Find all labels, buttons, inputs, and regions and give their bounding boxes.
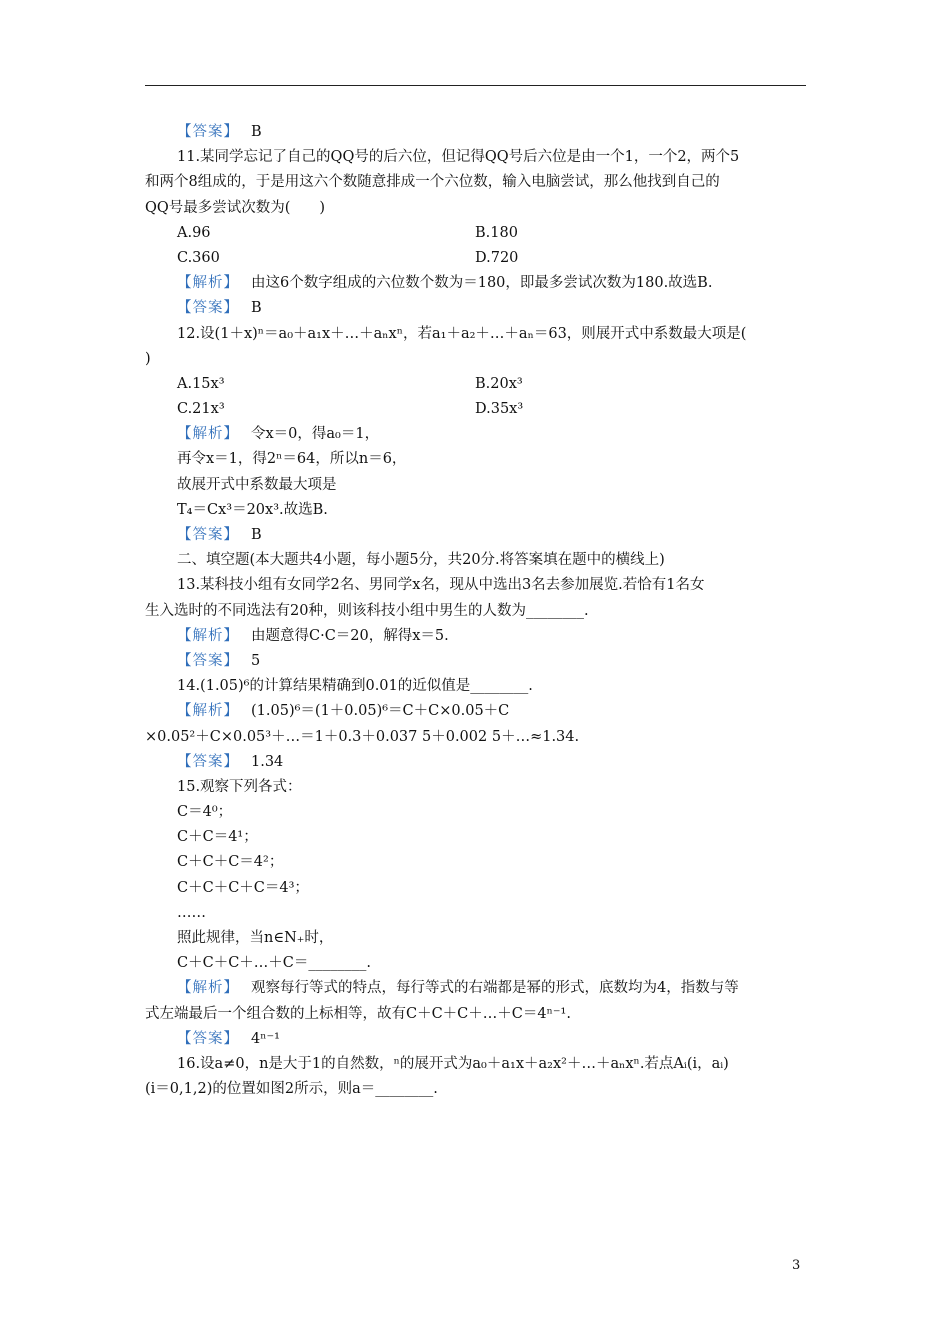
q11-line-1: 11.某同学忘记了自己的QQ号的后六位，但记得QQ号后六位是由一个1，一个2，两个5 bbox=[177, 149, 740, 166]
q11-line-3: QQ号最多尝试次数为( ) bbox=[145, 199, 326, 216]
analysis-tag: 【解析】 bbox=[177, 980, 239, 997]
answer-tag: 【答案】 bbox=[177, 1030, 239, 1047]
analysis-tag: 【解析】 bbox=[177, 627, 239, 644]
q14-analysis-2: ×0.05²＋C×0.05³＋…＝1＋0.3＋0.037 5＋0.002 5＋…≈1.34. bbox=[145, 728, 580, 745]
q11-line-2: 和两个8组成的，于是用这六个数随意排成一个六位数，输入电脑尝试，那么他找到自己的 bbox=[145, 174, 720, 191]
q11-answer: 【答案】 B bbox=[177, 300, 262, 317]
page-content bbox=[145, 120, 807, 1102]
q15-eq-6: 照此规律，当n∈N₊时， bbox=[177, 930, 334, 946]
option-b: B.180 bbox=[475, 224, 518, 241]
answer-tag: 【答案】 bbox=[177, 652, 239, 669]
q15-line-1: 15.观察下列各式： bbox=[177, 778, 302, 795]
q15-eq-1: C＝4⁰； bbox=[177, 804, 233, 821]
option-c: C.360 bbox=[177, 249, 220, 266]
answer-tag: 【答案】 bbox=[177, 300, 239, 317]
q13-line-1: 13.某科技小组有女同学2名、男同学x名，现从中选出3名去参加展览.若恰有1名女 bbox=[177, 577, 705, 594]
page-number: 3 bbox=[792, 1258, 801, 1273]
q13-line-2: 生入选时的不同选法有20种，则该科技小组中男生的人数为________. bbox=[145, 602, 589, 619]
analysis-tag: 【解析】 bbox=[177, 275, 239, 292]
answer-tag: 【答案】 bbox=[177, 124, 239, 140]
q13-answer: 【答案】 5 bbox=[177, 652, 261, 669]
answer-tag: 【答案】 bbox=[177, 527, 239, 543]
section-heading: 二、填空题(本大题共4小题，每小题5分，共20分.将答案填在题中的横线上) bbox=[177, 552, 665, 569]
q15-analysis: 【解析】 观察每行等式的特点，每行等式的右端都是幂的形式，底数均为4，指数与等 bbox=[177, 980, 739, 997]
q12-options-cd bbox=[145, 397, 807, 422]
q11-analysis: 【解析】 由这6个数字组成的六位数个数为＝180，即最多尝试次数为180.故选B. bbox=[177, 275, 713, 292]
q12-line-2: ) bbox=[145, 350, 151, 367]
option-d: D.720 bbox=[475, 249, 519, 266]
q12-analysis-2: 再令x＝1，得2ⁿ＝64，所以n＝6， bbox=[177, 451, 407, 468]
q14-analysis: 【解析】 (1.05)⁶＝(1＋0.05)⁶＝C＋C×0.05＋C bbox=[177, 703, 510, 720]
q15-analysis-2: 式左端最后一个组合数的上标相等，故有C＋C＋C＋…＋C＝4ⁿ⁻¹. bbox=[145, 1005, 571, 1022]
q12-analysis-4: T₄＝Cx³＝20x³.故选B. bbox=[177, 501, 328, 518]
analysis-tag: 【解析】 bbox=[177, 426, 239, 443]
q12-line-1: 12.设(1＋x)ⁿ＝a₀＋a₁x＋…＋aₙxⁿ，若a₁＋a₂＋…＋aₙ＝63，则展开式中系数最大项是( bbox=[177, 325, 747, 342]
option-a: A.96 bbox=[177, 224, 211, 241]
q14-answer: 【答案】 1.34 bbox=[177, 753, 284, 770]
option-a: A.15x³ bbox=[177, 375, 225, 392]
q13-analysis: 【解析】 由题意得C·C＝20，解得x＝5. bbox=[177, 627, 449, 644]
option-d: D.35x³ bbox=[475, 401, 524, 418]
option-b: B.20x³ bbox=[475, 375, 523, 392]
q12-answer: 【答案】 B bbox=[177, 527, 262, 543]
q15-eq-4: C＋C＋C＋C＝4³； bbox=[177, 879, 309, 896]
q12-analysis: 【解析】 令x＝0，得a₀＝1， bbox=[177, 426, 380, 443]
q11-options-cd bbox=[145, 246, 807, 271]
q12-options-ab bbox=[145, 372, 807, 397]
q14-line-1: 14.(1.05)⁶的计算结果精确到0.01的近似值是________. bbox=[177, 678, 533, 695]
q12-analysis-3: 故展开式中系数最大项是 bbox=[177, 476, 337, 493]
q15-answer: 【答案】 4ⁿ⁻¹ bbox=[177, 1030, 280, 1047]
header-rule bbox=[145, 85, 806, 86]
answer-tag: 【答案】 bbox=[177, 753, 239, 770]
q16-line-2: (i＝0,1,2)的位置如图2所示，则a＝________. bbox=[145, 1081, 438, 1098]
answer-line: 【答案】 B bbox=[177, 124, 262, 140]
option-c: C.21x³ bbox=[177, 401, 225, 418]
q15-eq-2: C＋C＝4¹； bbox=[177, 829, 258, 846]
q15-eq-7: C＋C＋C＋…＋C＝________. bbox=[177, 955, 371, 972]
q16-line-1: 16.设a≠0，n是大于1的自然数，ⁿ的展开式为a₀＋a₁x＋a₂x²＋…＋aₙxⁿ.若点Aᵢ(i，aᵢ) bbox=[177, 1055, 729, 1072]
q15-eq-5: …… bbox=[177, 904, 206, 921]
q15-eq-3: C＋C＋C＝4²； bbox=[177, 854, 284, 871]
analysis-tag: 【解析】 bbox=[177, 703, 239, 720]
q11-options-ab bbox=[145, 221, 807, 246]
